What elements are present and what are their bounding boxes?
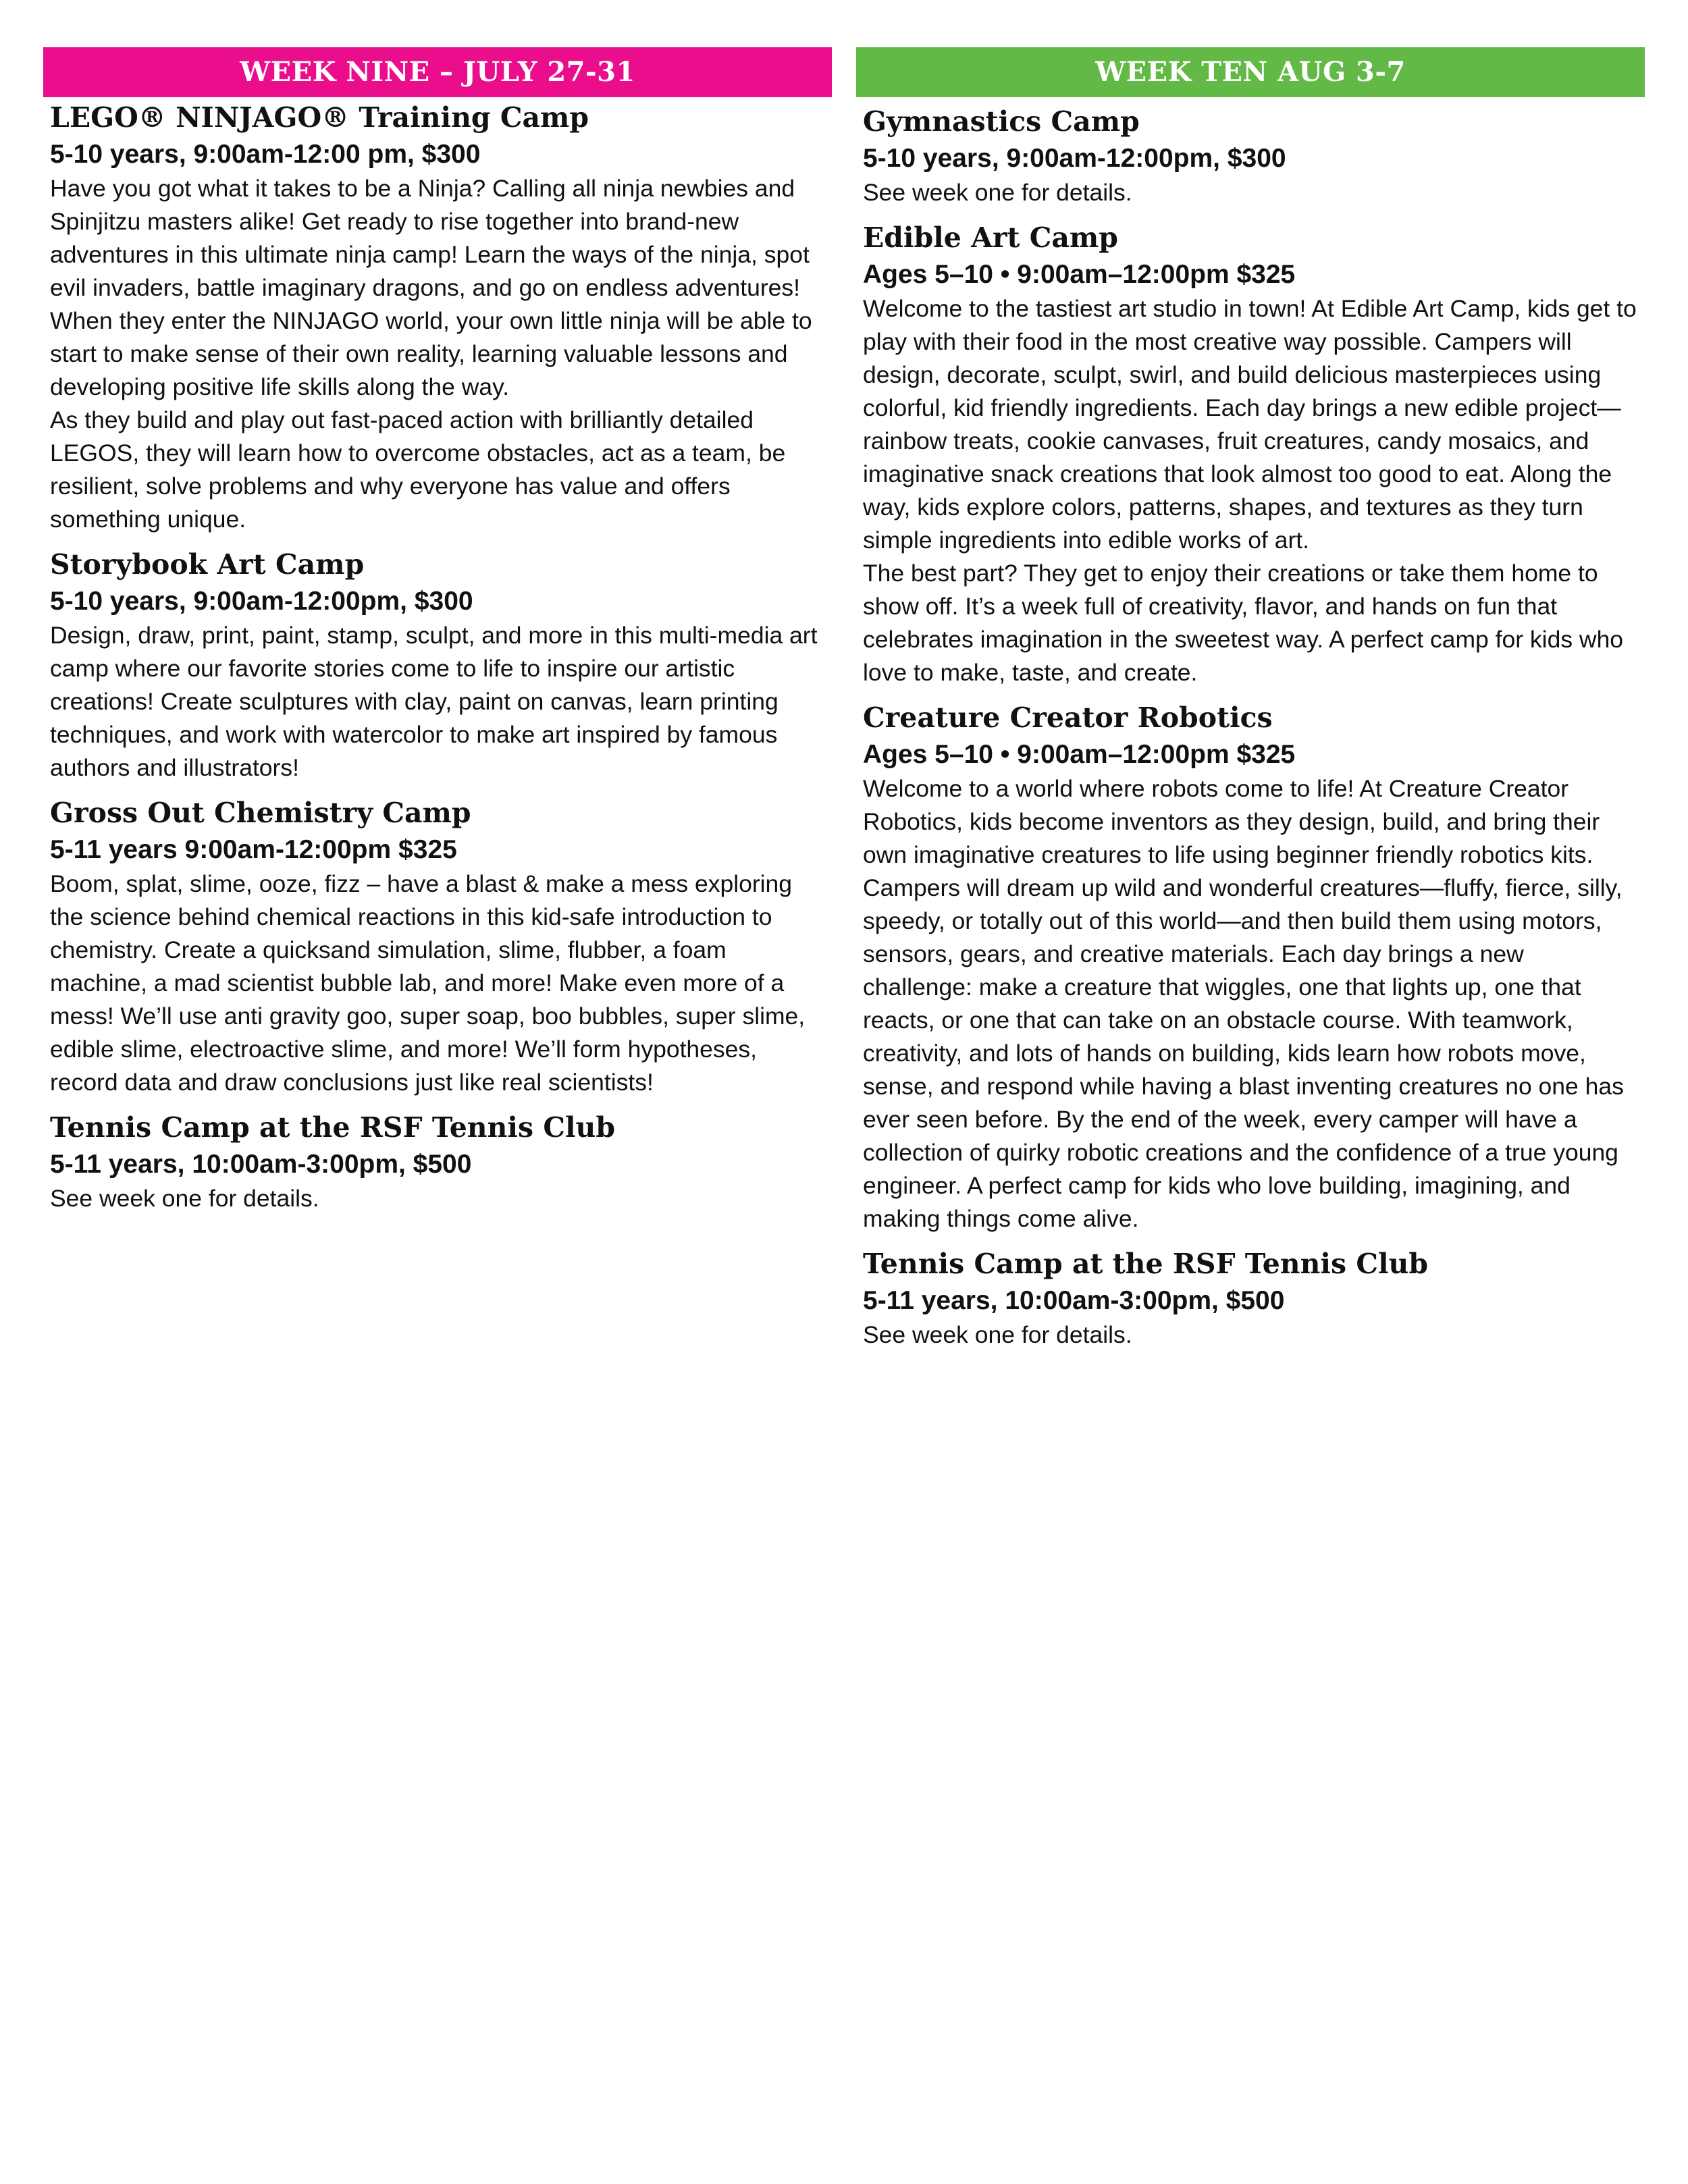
camp-meta: 5-10 years, 9:00am-12:00 pm, $300 (50, 140, 481, 169)
camp-storybook-art (50, 545, 825, 784)
camp-description (50, 619, 825, 784)
camp-title: Storybook Art Camp (50, 548, 365, 581)
camp-description (50, 172, 825, 536)
camp-title: Gross Out Chemistry Camp (50, 797, 471, 829)
camp-title: Tennis Camp at the RSF Tennis Club (50, 1111, 616, 1144)
camp-title: Gymnastics Camp (863, 105, 1140, 138)
camp-meta: Ages 5–10 • 9:00am–12:00pm $325 (863, 260, 1296, 289)
description-paragraph: Welcome to the tastiest art studio in town! At Edible Art Camp, kids get to play with their food in the most creative way possible. Campers will design, decorate, sculpt, swirl, and build delicious masterpieces using colorful, kid friendly ingredients. Each day brings a new edible project—rainbow treats, cookie canvases, fruit creatures, candy mosaics, and imaginative snack creations that look almost too good to eat. Along the way, kids explore colors, patterns, shapes, and textures as they turn simple ingredients into edible works of art. (863, 295, 1637, 554)
camp-gymnastics (863, 103, 1638, 209)
camp-title: Creature Creator Robotics (863, 701, 1273, 734)
camp-gross-out-chemistry (50, 794, 825, 1099)
camp-meta: 5-10 years, 9:00am-12:00pm, $300 (50, 587, 473, 616)
description-paragraph: Boom, splat, slime, ooze, fizz – have a blast & make a mess exploring the science behind chemical reactions in this kid-safe introduction to chemistry. Create a quicksand simulation, slime, flubber, a foam machine, a mad scientist bubble lab, and more! Make even more of a mess! We’ll use anti gravity goo, super soap, boo bubbles, super slime, edible slime, electroactive slime, and more! We’ll form hypotheses, record data and draw conclusions just like real scientists! (50, 870, 806, 1096)
week-ten-camps (856, 103, 1645, 1352)
camp-creature-creator-robotics (863, 699, 1638, 1235)
description-paragraph: See week one for details. (50, 1185, 319, 1212)
camp-title: Edible Art Camp (863, 221, 1118, 254)
camp-title: LEGO® NINJAGO® Training Camp (50, 101, 589, 134)
description-paragraph: As they build and play out fast-paced action with brilliantly detailed LEGOS, they will learn how to overcome obstacles, act as a team, be resilient, solve problems and why everyone has value and offers something unique. (50, 406, 786, 533)
camp-tennis-week-ten (863, 1245, 1638, 1352)
description-paragraph: Design, draw, print, paint, stamp, sculpt, and more in this multi-media art camp where our favorite stories come to life to inspire our artistic creations! Create sculptures with clay, paint on canvas, learn printing techniques, and work with watercolor to make art inspired by famous authors and illustrators! (50, 622, 818, 781)
description-paragraph: Have you got what it takes to be a Ninja? Calling all ninja newbies and Spinjitzu masters alike! Get ready to rise together into brand-new adventures in this ultimate ninja camp! Learn the ways of the ninja, spot evil invaders, battle imaginary dragons, and go on endless adventures! When they enter the NINJAGO world, your own little ninja will be able to start to make sense of their own reality, learning valuable lessons and developing positive life skills along the way. (50, 175, 812, 400)
camp-edible-art (863, 219, 1638, 689)
camp-meta: 5-11 years, 10:00am-3:00pm, $500 (50, 1150, 472, 1179)
camp-lego-ninjago (50, 99, 825, 536)
camp-description (50, 1182, 825, 1215)
camp-meta: 5-10 years, 9:00am-12:00pm, $300 (863, 144, 1286, 173)
camp-title: Tennis Camp at the RSF Tennis Club (863, 1248, 1429, 1280)
week-nine-header: WEEK NINE – JULY 27-31 (43, 47, 832, 97)
camp-description (863, 1319, 1638, 1352)
description-paragraph: The best part? They get to enjoy their creations or take them home to show off. It’s a week full of creativity, flavor, and hands on fun that celebrates imagination in the sweetest way. A perfect camp for kids who love to make, taste, and create. (863, 560, 1624, 686)
camp-meta: 5-11 years 9:00am-12:00pm $325 (50, 835, 457, 864)
description-paragraph: Welcome to a world where robots come to life! At Creature Creator Robotics, kids become inventors as they design, build, and bring their own imaginative creatures to life using beginner friendly robotics kits. Campers will dream up wild and wonderful creatures—fluffy, fierce, silly, speedy, or totally out of this world—and then build them using motors, sensors, gears, and creative materials. Each day brings a new challenge: make a creature that wiggles, one that lights up, one that reacts, or one that can take on an obstacle course. With teamwork, creativity, and lots of hands on building, kids learn how robots move, sense, and respond while having a blast inventing creatures no one has ever seen before. By the end of the week, every camper will have a collection of quirky robotic creations and the confidence of a true young engineer. A perfect camp for kids who love building, imagining, and making things come alive. (863, 775, 1624, 1232)
description-paragraph: See week one for details. (863, 179, 1132, 206)
camp-meta: Ages 5–10 • 9:00am–12:00pm $325 (863, 740, 1296, 769)
week-ten-header: WEEK TEN AUG 3-7 (856, 47, 1645, 97)
camp-description (863, 772, 1638, 1235)
camp-description (863, 292, 1638, 689)
week-nine-camps (43, 99, 832, 1215)
camp-description (50, 868, 825, 1099)
camp-description (863, 176, 1638, 209)
camp-tennis-week-nine (50, 1109, 825, 1215)
camp-meta: 5-11 years, 10:00am-3:00pm, $500 (863, 1286, 1285, 1315)
week-ten-column (856, 47, 1645, 1352)
description-paragraph: See week one for details. (863, 1321, 1132, 1348)
week-nine-column (43, 47, 832, 1215)
